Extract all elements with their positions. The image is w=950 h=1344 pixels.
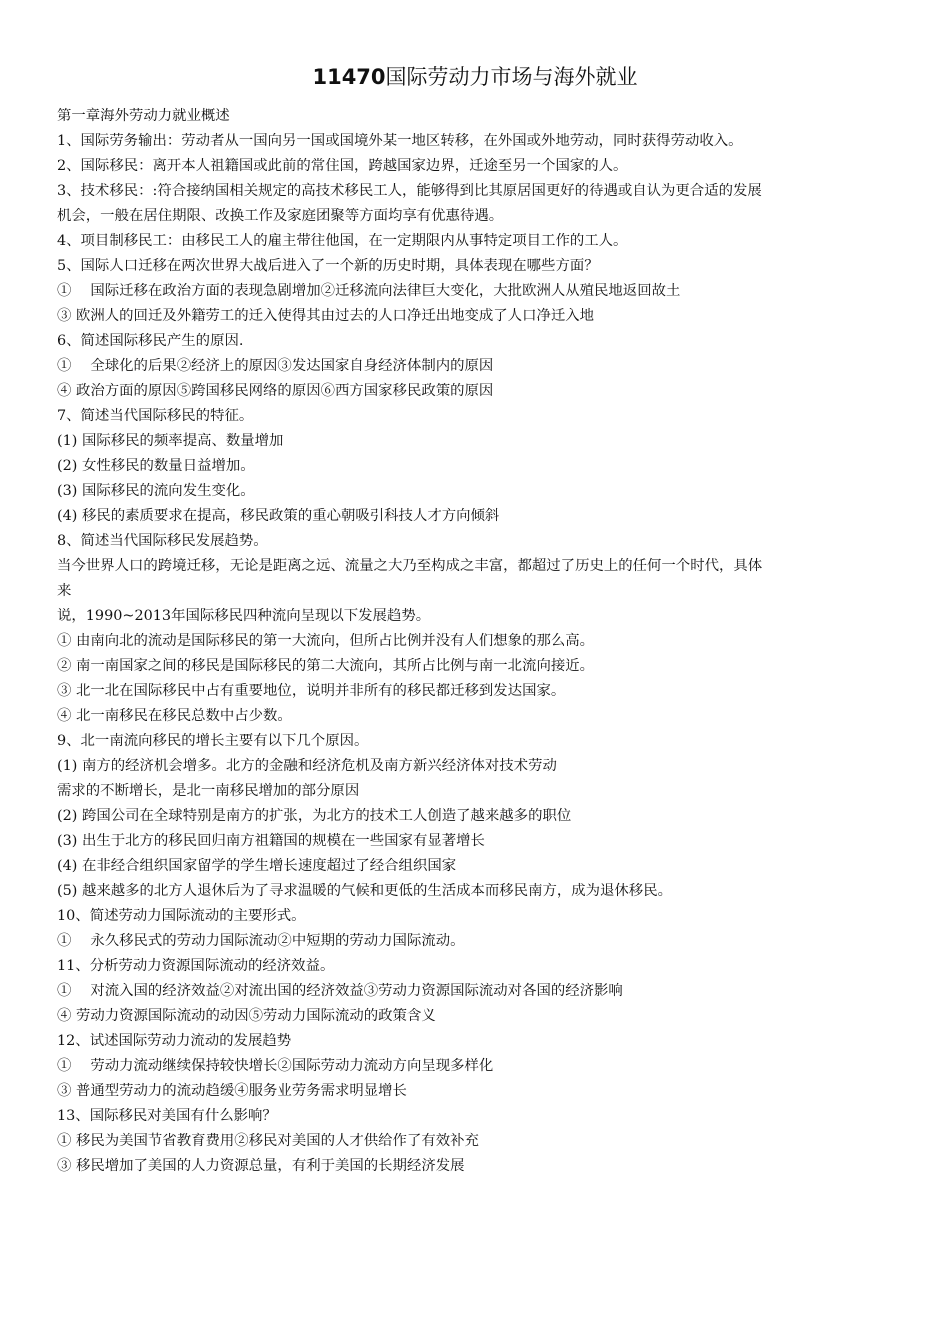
text-line: 机会，一般在居住期限、改换工作及家庭团聚等方面均享有优惠待遇。 xyxy=(57,208,504,224)
text-line: ③ 北一北在国际移民中占有重要地位，说明并非所有的移民都迁移到发达国家。 xyxy=(57,683,566,699)
text-line: 当今世界人口的跨境迁移，无论是距离之远、流量之大乃至构成之丰富，都超过了历史上的任何一个时代，具体 xyxy=(57,558,763,574)
text-line: ① 全球化的后果②经济上的原因③发达国家自身经济体制内的原因 xyxy=(57,358,494,374)
text-line: (5) 越来越多的北方人退休后为了寻求温暖的气候和更低的生活成本而移民南方，成为退休移民。 xyxy=(57,883,672,899)
course-code: 11470 xyxy=(312,65,386,89)
text-line: 3、技术移民：:符合接纳国相关规定的高技术移民工人，能够得到比其原居国更好的待遇或自认为更合适的发展 xyxy=(57,183,762,199)
text-line: ① 劳动力流动继续保持较快增长②国际劳动力流动方向呈现多样化 xyxy=(57,1058,494,1074)
text-line: (2) 跨国公司在全球特别是南方的扩张，为北方的技术工人创造了越来越多的职位 xyxy=(57,808,572,824)
text-line: ④ 劳动力资源国际流动的动因⑤劳动力国际流动的政策含义 xyxy=(57,1008,436,1024)
text-line: ① 国际迁移在政治方面的表现急剧增加②迁移流向法律巨大变化，大批欧洲人从殖民地返回故土 xyxy=(57,283,681,299)
text-line: ④ 北一南移民在移民总数中占少数。 xyxy=(57,708,292,724)
document-title xyxy=(0,62,950,92)
text-line: (1) 南方的经济机会增多。北方的金融和经济危机及南方新兴经济体对技术劳动 xyxy=(57,758,557,774)
text-line: (2) 女性移民的数量日益增加。 xyxy=(57,458,255,474)
text-line: 1、国际劳务输出：劳动者从一国向另一国或国境外某一地区转移，在外国或外地劳动，同时获得劳动收入。 xyxy=(57,133,743,149)
text-line: ① 由南向北的流动是国际移民的第一大流向，但所占比例并没有人们想象的那么高。 xyxy=(57,633,595,649)
question-line: 8、简述当代国际移民发展趋势。 xyxy=(57,533,268,549)
question-line: 12、试述国际劳动力流动的发展趋势 xyxy=(57,1033,292,1049)
question-line: 7、简述当代国际移民的特征。 xyxy=(57,408,254,424)
text-line: ② 南一南国家之间的移民是国际移民的第二大流向，其所占比例与南一北流向接近。 xyxy=(57,658,595,674)
text-line: ① 移民为美国节省教育费用②移民对美国的人才供给作了有效补充 xyxy=(57,1133,479,1149)
text-line: 来 xyxy=(57,583,72,599)
question-line: 11、分析劳动力资源国际流动的经济效益。 xyxy=(57,958,335,974)
question-line: 9、北一南流向移民的增长主要有以下几个原因。 xyxy=(57,733,369,749)
text-line: (4) 在非经合组织国家留学的学生增长速度超过了经合组织国家 xyxy=(57,858,457,874)
text-line: ③ 移民增加了美国的人力资源总量，有利于美国的长期经济发展 xyxy=(57,1158,465,1174)
text-line: ③ 欧洲人的回迁及外籍劳工的迁入使得其由过去的人口净迁出地变成了人口净迁入地 xyxy=(57,308,595,324)
question-line: 6、简述国际移民产生的原因. xyxy=(57,333,244,349)
text-line: (4) 移民的素质要求在提高，移民政策的重心朝吸引科技人才方向倾斜 xyxy=(57,508,500,524)
question-line: 10、简述劳动力国际流动的主要形式。 xyxy=(57,908,306,924)
course-title: 国际劳动力市场与海外就业 xyxy=(385,65,638,89)
text-line: 说，1990~2013年国际移民四种流向呈现以下发展趋势。 xyxy=(57,608,431,624)
text-line: (3) 国际移民的流向发生变化。 xyxy=(57,483,255,499)
text-line: (3) 出生于北方的移民回归南方祖籍国的规模在一些国家有显著增长 xyxy=(57,833,485,849)
question-line: 13、国际移民对美国有什么影响？ xyxy=(57,1108,277,1124)
text-line: 2、国际移民：离开本人祖籍国或此前的常住国，跨越国家边界，迁途至另一个国家的人。 xyxy=(57,158,628,174)
chapter-heading: 第一章海外劳动力就业概述 xyxy=(57,108,230,124)
text-line: 4、项目制移民工：由移民工人的雇主带往他国，在一定期限内从事特定项目工作的工人。 xyxy=(57,233,628,249)
text-line: (1) 国际移民的频率提高、数量增加 xyxy=(57,433,284,449)
document-body xyxy=(57,104,897,1179)
text-line: ① 永久移民式的劳动力国际流动②中短期的劳动力国际流动。 xyxy=(57,933,465,949)
text-line: ④ 政治方面的原因⑤跨国移民网络的原因⑥西方国家移民政策的原因 xyxy=(57,383,494,399)
question-line: 5、国际人口迁移在两次世界大战后进入了一个新的历史时期，具体表现在哪些方面？ xyxy=(57,258,599,274)
text-line: 需求的不断增长，是北一南移民增加的部分原因 xyxy=(57,783,360,799)
text-line: ① 对流入国的经济效益②对流出国的经济效益③劳动力资源国际流动对各国的经济影响 xyxy=(57,983,623,999)
text-line: ③ 普通型劳动力的流动趋缓④服务业劳务需求明显增长 xyxy=(57,1083,407,1099)
